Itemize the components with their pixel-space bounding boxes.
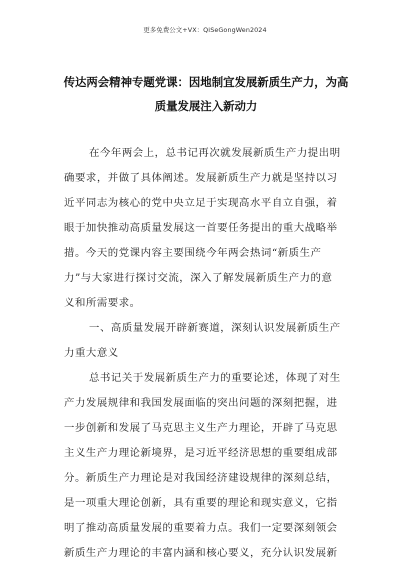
body-line: 措。今天的党课内容主要围绕今年两会热词“新质生产 [64,247,322,259]
body-line: 是一项重大理论创新，具有重要的理论和现实意义，它指 [64,497,338,509]
body-line: 义和所需要求。 [64,297,141,309]
header-note: 更多免费公文+VX：QiSeGongWen2024 [143,26,267,34]
body-line: 分。新质生产力理论是对我国经济建设规律的深刻总结， [64,472,338,484]
body-line: 力”与大家进行探讨交流，深入了解发展新质生产力的意 [64,272,333,284]
body-line: 近平同志为核心的党中央立足于实现高水平自立自强，着 [64,197,338,209]
body-line: 一步创新和发展了马克思主义生产力理论，开辟了马克思 [64,422,338,434]
body-line: 明了推动高质量发展的重要着力点。我们一定要深刻领会 [64,522,338,534]
body-line: 新质生产力理论的丰富内涵和核心要义，充分认识发展新 [64,547,338,559]
document-title-line-2: 质量发展注入新动力 [154,99,258,113]
section-heading-line: 一、高质量发展开辟新赛道，深刻认识发展新质生产 [89,322,341,334]
body-line: 在今年两会上，总书记再次就发展新质生产力提出明 [89,147,341,159]
body-line: 确要求，并做了具体阐述。发展新质生产力就是坚持以习 [64,172,338,184]
body-line: 眼于加快推动高质量发展这一首要任务提出的重大战略举 [64,222,338,234]
section-heading-line: 力重大意义 [64,347,119,359]
body-line: 总书记关于发展新质生产力的重要论述，体现了对生 [89,372,341,384]
body-line: 主义生产力理论新境界，是习近平经济思想的重要组成部 [64,447,338,459]
body-line: 产力发展规律和我国发展面临的突出问题的深刻把握，进 [64,397,338,409]
document-title-line-1: 传达两会精神专题党课：因地制宜发展新质生产力，为高 [63,75,349,89]
